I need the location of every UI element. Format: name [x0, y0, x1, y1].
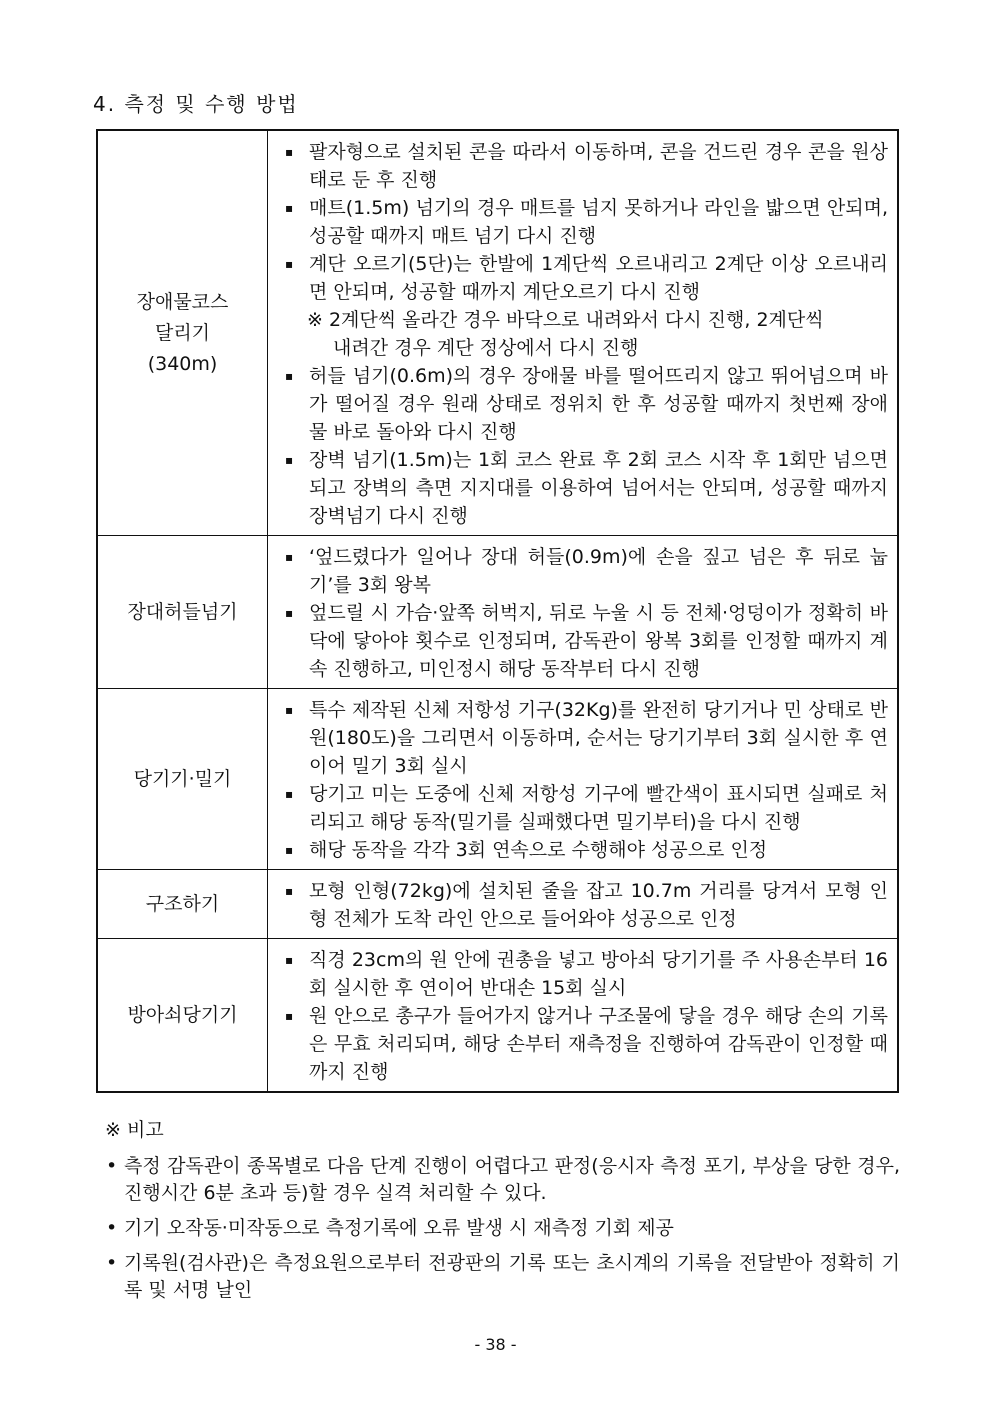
remark-item [105, 1250, 900, 1304]
event-name-line: 방아쇠당기기 [127, 1003, 238, 1026]
table-row [97, 536, 898, 689]
description-text: 장벽 넘기(1.5m)는 1회 코스 완료 후 2회 코스 시작 후 1회만 넘으면 되고 장벽의 측면 지지대를 이용하여 넘어서는 안되며, 성공할 때까지 장벽넘기 다시 진행 [309, 449, 888, 527]
description-text: ‘엎드렸다가 일어나 장대 허들(0.9m)에 손을 짚고 넘은 후 뒤로 눕기’를 3회 왕복 [309, 546, 888, 596]
bullet-marker: ▪ [285, 606, 294, 620]
description-item [276, 1002, 888, 1086]
remarks-list [105, 1153, 900, 1304]
description-item [276, 543, 888, 599]
table-row [97, 939, 898, 1093]
remark-item [105, 1215, 900, 1242]
event-name-cell [97, 870, 268, 939]
event-description-cell [268, 939, 899, 1093]
event-name-cell [97, 939, 268, 1093]
description-item [276, 446, 888, 530]
measurement-method-table [96, 129, 899, 1093]
description-list [276, 946, 888, 1086]
remark-item [105, 1153, 900, 1207]
event-description-cell [268, 870, 899, 939]
event-name-line: 달리기 [154, 321, 211, 344]
description-item [276, 250, 888, 306]
table-body [97, 130, 898, 1092]
description-item [276, 362, 888, 446]
remark-text: 기록원(검사관)은 측정요원으로부터 전광판의 기록 또는 초시계의 기록을 전달받아 정확히 기록 및 서명 날인 [124, 1252, 900, 1301]
description-list [276, 138, 888, 530]
section-title: 4. 측정 및 수행 방법 [93, 92, 299, 116]
description-item [276, 877, 888, 933]
description-list [276, 877, 888, 933]
bullet-marker: ▪ [285, 145, 294, 159]
bullet-marker: ▪ [285, 953, 294, 967]
description-item [276, 696, 888, 780]
event-name-line: 당기기·밀기 [133, 767, 232, 790]
description-text: 직경 23cm의 원 안에 권총을 넣고 방아쇠 당기기를 주 사용손부터 16회 실시한 후 연이어 반대손 15회 실시 [309, 949, 888, 999]
description-text: 모형 인형(72kg)에 설치된 줄을 잡고 10.7m 거리를 당겨서 모형 인형 전체가 도착 라인 안으로 들어와야 성공으로 인정 [309, 880, 888, 930]
description-item [276, 946, 888, 1002]
event-description-cell [268, 536, 899, 689]
remarks-title: ※ 비고 [105, 1119, 164, 1141]
bullet-marker: ▪ [285, 1009, 294, 1023]
event-name-line: 장대허들넘기 [127, 600, 238, 623]
description-text: 엎드릴 시 가슴·앞쪽 허벅지, 뒤로 누울 시 등 전체·엉덩이가 정확히 바닥에 닿아야 횟수로 인정되며, 감독관이 왕복 3회를 인정할 때까지 계속 진행하고, 미인정시 해당 동작부터 다시 진행 [309, 602, 888, 680]
event-name-line: 장애물코스 [136, 290, 229, 313]
description-item [276, 194, 888, 250]
description-list [276, 696, 888, 864]
description-text: 특수 제작된 신체 저항성 기구(32Kg)를 완전히 당기거나 민 상태로 반원(180도)을 그리면서 이동하며, 순서는 당기기부터 3회 실시한 후 연이어 밀기 3회 실시 [309, 699, 888, 777]
event-name-cell [97, 689, 268, 870]
description-item [276, 780, 888, 836]
bullet-marker: ▪ [285, 257, 294, 271]
description-text: 매트(1.5m) 넘기의 경우 매트를 넘지 못하거나 라인을 밟으면 안되며, 성공할 때까지 매트 넘기 다시 진행 [309, 197, 888, 247]
remark-text: 측정 감독관이 종목별로 다음 단계 진행이 어렵다고 판정(응시자 측정 포기, 부상을 당한 경우, 진행시간 6분 초과 등)할 경우 실격 처리할 수 있다. [124, 1155, 900, 1204]
bullet-marker: ▪ [285, 550, 294, 564]
description-text: 당기고 미는 도중에 신체 저항성 기구에 빨간색이 표시되면 실패로 처리되고 해당 동작(밀기를 실패했다면 밀기부터)을 다시 진행 [309, 783, 888, 833]
note-line: 내려간 경우 계단 정상에서 다시 진행 [333, 337, 639, 359]
bullet-marker: ▪ [285, 843, 294, 857]
description-text: 해당 동작을 각각 3회 연속으로 수행해야 성공으로 인정 [309, 839, 768, 861]
remark-bullet: • [106, 1252, 118, 1274]
remark-bullet: • [106, 1155, 118, 1177]
description-list [276, 543, 888, 683]
event-name-cell [97, 536, 268, 689]
table-row [97, 870, 898, 939]
description-text: 허들 넘기(0.6m)의 경우 장애물 바를 떨어뜨리지 않고 뛰어넘으며 바가 떨어질 경우 원래 상태로 정위치 한 후 성공할 때까지 첫번째 장애물 바로 돌아와 다시 진행 [309, 365, 888, 443]
bullet-marker: ▪ [285, 787, 294, 801]
description-text: 팔자형으로 설치된 콘을 따라서 이동하며, 콘을 건드린 경우 콘을 원상태로 둔 후 진행 [309, 141, 888, 191]
remarks-section [105, 1117, 900, 1312]
description-item [276, 599, 888, 683]
event-name-line: 구조하기 [145, 892, 220, 915]
bullet-marker: ▪ [285, 369, 294, 383]
event-name-line: (340m) [147, 352, 218, 375]
description-item [276, 836, 888, 864]
remark-bullet: • [106, 1217, 118, 1239]
description-text: 계단 오르기(5단)는 한발에 1계단씩 오르내리고 2계단 이상 오르내리면 안되며, 성공할 때까지 계단오르기 다시 진행 [309, 253, 888, 303]
description-note [276, 306, 888, 362]
bullet-marker: ▪ [285, 453, 294, 467]
description-item [276, 138, 888, 194]
table-row [97, 130, 898, 536]
bullet-marker: ▪ [285, 703, 294, 717]
bullet-marker: ▪ [285, 201, 294, 215]
remark-text: 기기 오작동·미작동으로 측정기록에 오류 발생 시 재측정 기회 제공 [124, 1217, 674, 1239]
event-description-cell [268, 689, 899, 870]
page-number: - 38 - [474, 1335, 517, 1354]
bullet-marker: ▪ [285, 884, 294, 898]
table-row [97, 689, 898, 870]
event-name-cell [97, 130, 268, 536]
note-line: ※ 2계단씩 올라간 경우 바닥으로 내려와서 다시 진행, 2계단씩 [307, 309, 824, 331]
event-description-cell [268, 130, 899, 536]
description-text: 원 안으로 총구가 들어가지 않거나 구조물에 닿을 경우 해당 손의 기록은 무효 처리되며, 해당 손부터 재측정을 진행하여 감독관이 인정할 때까지 진행 [309, 1005, 888, 1083]
